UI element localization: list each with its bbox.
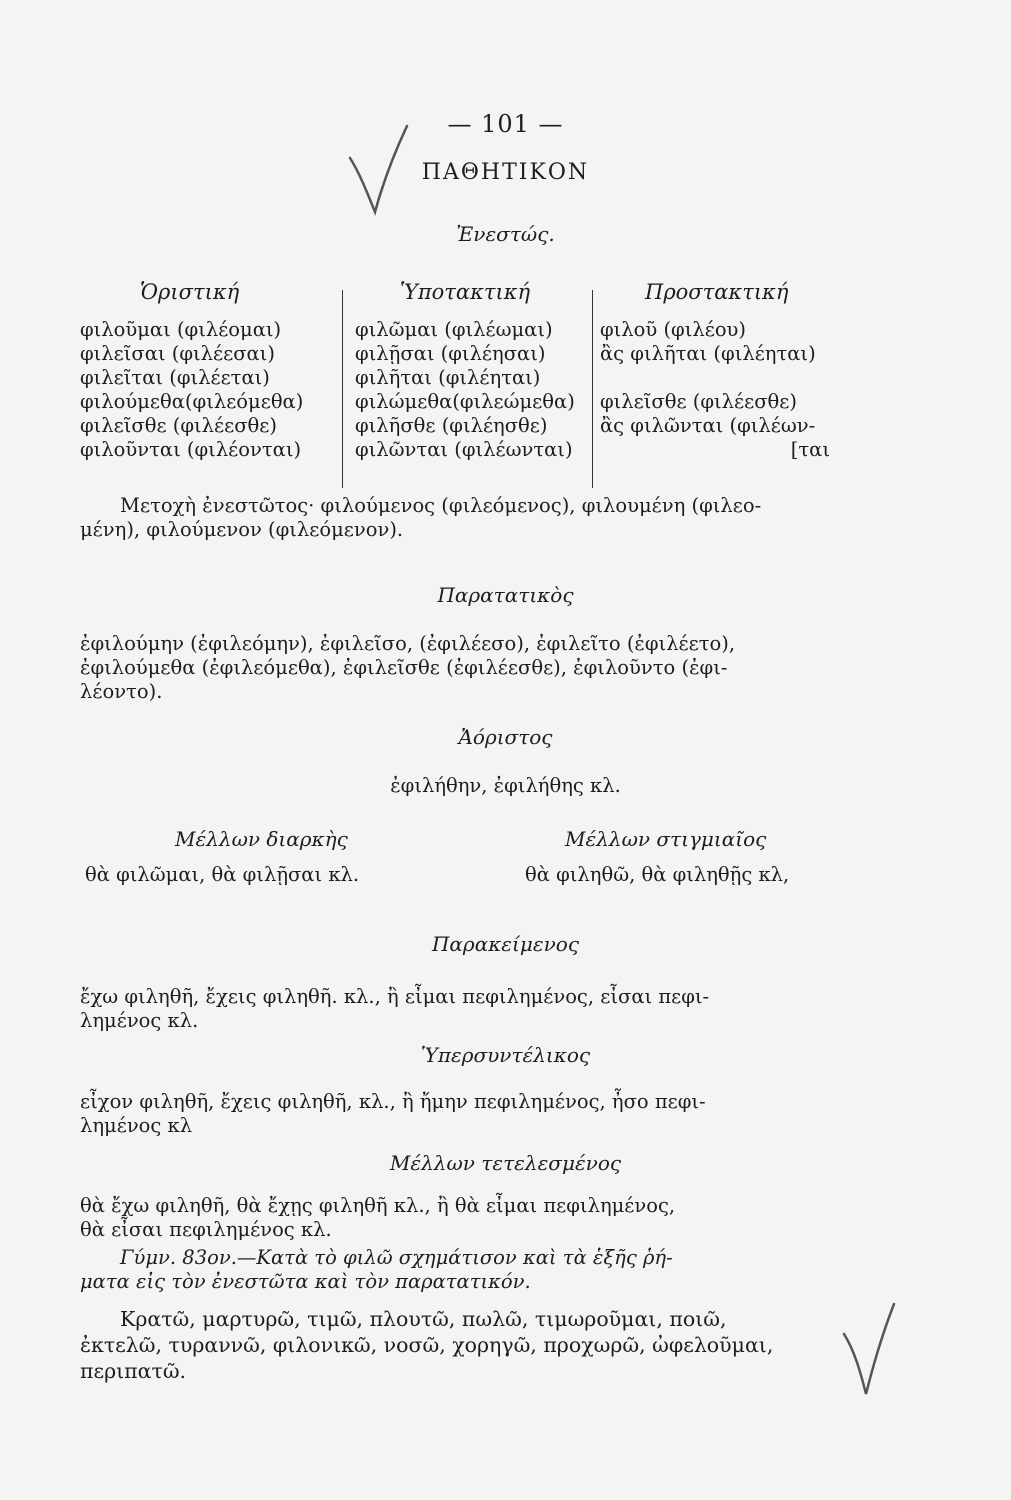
conjugation-form: φιλεῖσθε (φιλέεσθε) [80,414,277,437]
conjugation-form: φιλοῦνται (φιλέονται) [80,438,302,461]
indicative-column [80,280,350,462]
voice-title: ΠΑΘΗΤΙΚΟΝ [421,160,590,185]
future-continuous-title: Μέλλων διαρκὴς [175,827,348,851]
column-header: Ὁριστική [140,280,240,304]
text-line: Κρατῶ, μαρτυρῶ, τιμῶ, πλουτῶ, πωλῶ, τιμωροῦμαι, ποιῶ, [120,1307,727,1331]
conjugation-form: φιλεῖται (φιλέεται) [80,366,270,389]
imperfect-paragraph [80,632,840,704]
conjugation-form: φιλῇσαι (φιλέησαι) [355,342,546,365]
participle-paragraph [80,494,840,542]
pluperfect-title: Ὑπερσυντέλικος [420,1043,591,1067]
conjugation-form: φιλοῦ (φιλέου) [600,318,747,341]
column-divider [592,290,593,488]
present-tense-title: Ἐνεστώς. [456,222,555,246]
text-line: θὰ ἔχω φιληθῆ, θὰ ἔχῃς φιληθῆ κλ., ἢ θὰ εἶμαι πεφιλημένος, [80,1194,676,1217]
future-momentary-forms: θὰ φιληθῶ, θὰ φιληθῇς κλ, [525,863,790,886]
imperfect-title: Παρατατικὸς [437,583,574,607]
exercise-verbs [80,1306,840,1384]
exercise-instruction [80,1246,840,1294]
future-perfect-title: Μέλλων τετελεσμένος [389,1151,622,1175]
conjugation-form: φιλώμεθα(φιλεώμεθα) [355,390,575,413]
text-line: ἐφιλούμεθα (ἐφιλεόμεθα), ἐφιλεῖσθε (ἐφιλέεσθε), ἐφιλοῦντο (ἐφι- [80,656,728,679]
column-header: Προστακτική [645,280,789,304]
text-line: λέοντο). [80,680,163,703]
conjugation-form: φιλῆσθε (φιλέησθε) [355,414,548,437]
text-line: λημένος κλ. [80,1009,199,1032]
present-conjugation-table [80,280,840,495]
text-line: Μετοχὴ ἐνεστῶτος· φιλούμενος (φιλεόμενος), φιλουμένη (φιλεο- [120,494,762,517]
pluperfect-paragraph [80,1090,840,1138]
conjugation-form: φιλούμεθα(φιλεόμεθα) [80,390,304,413]
text-line: ἐφιλούμην (ἐφιλεόμην), ἐφιλεῖσο, (ἐφιλέεσο), ἐφιλεῖτο (ἐφιλέετο), [80,632,736,655]
conjugation-form: φιλεῖσαι (φιλέεσαι) [80,342,275,365]
text-line: ἐκτελῶ, τυραννῶ, φιλονικῶ, νοσῶ, χορηγῶ, προχωρῶ, ὠφελοῦμαι, [80,1333,774,1357]
conjugation-form: φιλεῖσθε (φιλέεσθε) [600,390,797,413]
aorist-title: Ἀόριστος [458,725,553,749]
conjugation-form: ἂς φιλῶνται (φιλέων- [600,414,816,437]
text-line: εἶχον φιληθῆ, ἔχεις φιληθῆ, κλ., ἢ ἤμην πεφιλημένος, ἦσο πεφι- [80,1090,706,1113]
page-number: — 101 — [447,110,564,138]
text-line: μένη), φιλούμενον (φιλεόμενον). [80,518,404,541]
column-divider [342,290,343,488]
aorist-forms: ἐφιλήθην, ἐφιλήθης κλ. [390,774,621,797]
conjugation-form: φιλῆται (φιλέηται) [355,366,541,389]
column-header: Ὑποτακτική [400,280,531,304]
future-momentary-title: Μέλλων στιγμιαῖος [565,827,767,851]
conjugation-form: φιλῶνται (φιλέωνται) [355,438,573,461]
text-line: περιπατῶ. [80,1359,187,1383]
conjugation-form [600,366,840,390]
conjugation-form: [ται [790,438,830,461]
perfect-paragraph [80,985,840,1033]
conjugation-form: φιλῶμαι (φιλέωμαι) [355,318,553,341]
text-line: θὰ εἶσαι πεφιλημένος κλ. [80,1218,332,1241]
imperative-column [600,280,840,462]
conjugation-form: ἂς φιλῆται (φιλέηται) [600,342,816,365]
subjunctive-column [355,280,600,462]
perfect-title: Παρακείμενος [431,932,580,956]
text-line: Γύμν. 83ον.—Κατὰ τὸ φιλῶ σχημάτισον καὶ τὰ ἑξῆς ῥή- [120,1246,673,1269]
text-line: λημένος κλ [80,1114,193,1137]
future-perfect-paragraph [80,1194,840,1242]
conjugation-form: φιλοῦμαι (φιλέομαι) [80,318,282,341]
future-continuous-forms: θὰ φιλῶμαι, θὰ φιλῇσαι κλ. [85,863,360,886]
text-line: ματα εἰς τὸν ἐνεστῶτα καὶ τὸν παρατατικόν. [80,1270,531,1293]
handwritten-check-mark [840,1300,900,1400]
text-line: ἔχω φιληθῆ, ἔχεις φιληθῆ. κλ., ἢ εἶμαι πεφιλημένος, εἶσαι πεφι- [80,985,710,1008]
